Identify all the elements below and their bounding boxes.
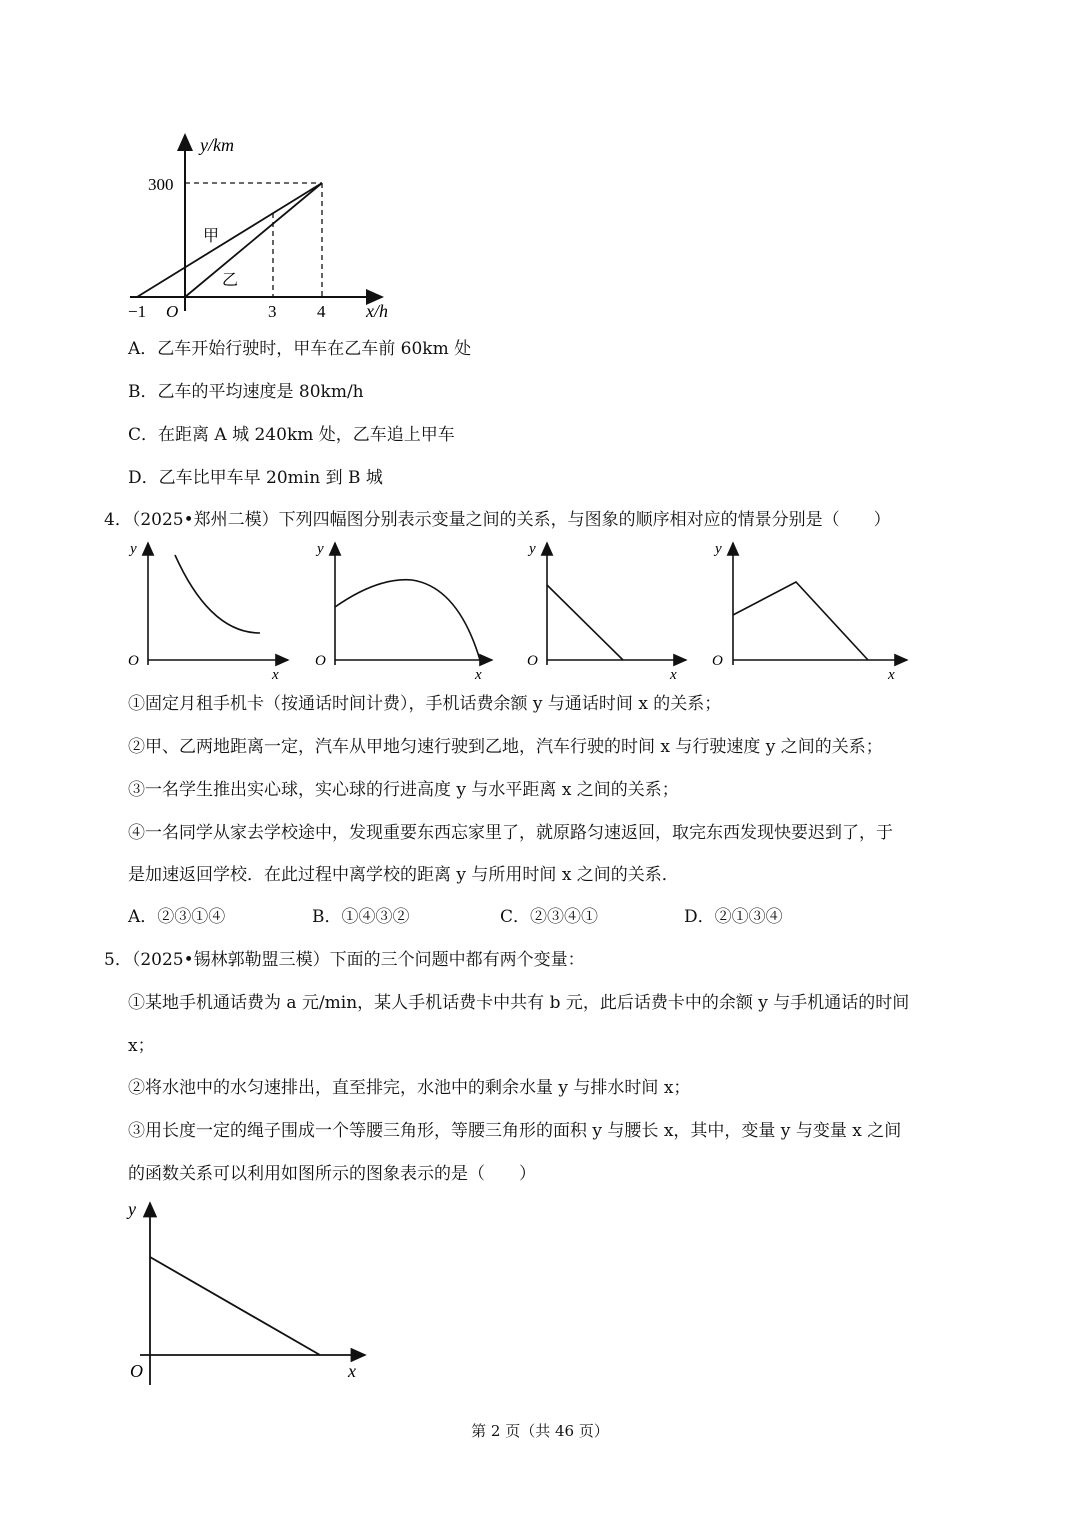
q4-graph-3 <box>527 541 686 683</box>
q3-option-a: A．乙车开始行驶时，甲车在乙车前 60km 处 <box>128 339 472 359</box>
axis-x-label: x <box>888 667 895 683</box>
axis-y-label: y <box>317 541 324 557</box>
q4-item-2: ②甲、乙两地距离一定，汽车从甲地匀速行驶到乙地，汽车行驶的时间 x 与行驶速度 y 之间的关系； <box>128 737 883 757</box>
y-axis-label: y/km <box>200 135 234 155</box>
q4-graph-1 <box>128 541 288 683</box>
axis-x-label: x <box>670 667 677 683</box>
q4-heading: 4．（2025•郑州二模）下列四幅图分别表示变量之间的关系，与图象的顺序相对应的情景分别是（ ） <box>104 510 891 530</box>
q5-heading: 5．（2025•锡林郭勒盟三模）下面的三个问题中都有两个变量： <box>104 950 585 970</box>
axis-x-label: x <box>475 667 482 683</box>
axis-y-label: y <box>715 541 722 557</box>
q4-graph-4 <box>712 541 907 683</box>
x-tick-neg1: −1 <box>128 302 147 321</box>
q3-option-b: B．乙车的平均速度是 80km/h <box>128 382 364 402</box>
q4-option-b: B．①④③② <box>312 907 410 927</box>
q4-curve-1 <box>175 555 260 633</box>
origin-label: O <box>527 653 538 669</box>
axis-y-label: y <box>529 541 536 557</box>
q4-graph-2 <box>315 541 492 683</box>
q5-item-1-cont: x； <box>128 1036 155 1056</box>
q5-graph <box>120 1195 380 1395</box>
label-yi: 乙 <box>222 272 239 289</box>
axis-x-label: x <box>348 1361 356 1381</box>
origin-label: O <box>712 653 723 669</box>
q4-option-d: D．②①③④ <box>684 907 783 927</box>
x-axis-label: x/h <box>366 301 388 321</box>
q3-figure <box>120 125 410 325</box>
q5-line <box>150 1257 320 1355</box>
q4-item-4-cont: 是加速返回学校．在此过程中离学校的距离 y 与所用时间 x 之间的关系． <box>128 865 679 885</box>
origin-label: O <box>130 1361 143 1381</box>
q3-option-c: C．在距离 A 城 240km 处，乙车追上甲车 <box>128 425 455 445</box>
q4-curve-3 <box>547 585 623 660</box>
q5-item-1: ①某地手机通话费为 a 元/min，某人手机话费卡中共有 b 元，此后话费卡中的余额 y 与手机通话的时间 <box>128 993 910 1013</box>
q4-item-3: ③一名学生推出实心球，实心球的行进高度 y 与水平距离 x 之间的关系； <box>128 780 679 800</box>
origin-label: O <box>166 302 179 321</box>
origin-label: O <box>128 653 139 669</box>
q4-option-a: A．②③①④ <box>128 907 226 927</box>
page-footer: 第 2 页（共 46 页） <box>471 1422 609 1440</box>
q4-item-1: ①固定月租手机卡（按通话时间计费），手机话费余额 y 与通话时间 x 的关系； <box>128 694 722 714</box>
q3-option-d: D．乙车比甲车早 20min 到 B 城 <box>128 468 383 488</box>
q5-item-2: ②将水池中的水匀速排出，直至排完，水池中的剩余水量 y 与排水时间 x； <box>128 1078 691 1098</box>
q5-item-3-cont: 的函数关系可以利用如图所示的图象表示的是（ ） <box>128 1164 536 1184</box>
q4-curve-4 <box>733 582 868 660</box>
q4-graphs <box>120 535 920 685</box>
q5-item-3: ③用长度一定的绳子围成一个等腰三角形，等腰三角形的面积 y 与腰长 x，其中，变量 y 与变量 x 之间 <box>128 1121 902 1141</box>
axis-y-label: y <box>128 1199 136 1219</box>
label-jia: 甲 <box>203 228 220 245</box>
axis-x-label: x <box>272 667 279 683</box>
origin-label: O <box>315 653 326 669</box>
y-tick-300: 300 <box>148 175 174 194</box>
axis-y-label: y <box>130 541 137 557</box>
q4-curve-2 <box>335 580 480 660</box>
q4-item-4: ④一名同学从家去学校途中，发现重要东西忘家里了，就原路匀速返回，取完东西发现快要迟到了，于 <box>128 823 893 843</box>
q4-option-c: C．②③④① <box>500 907 599 927</box>
x-tick-3: 3 <box>268 302 277 321</box>
x-tick-4: 4 <box>317 302 326 321</box>
